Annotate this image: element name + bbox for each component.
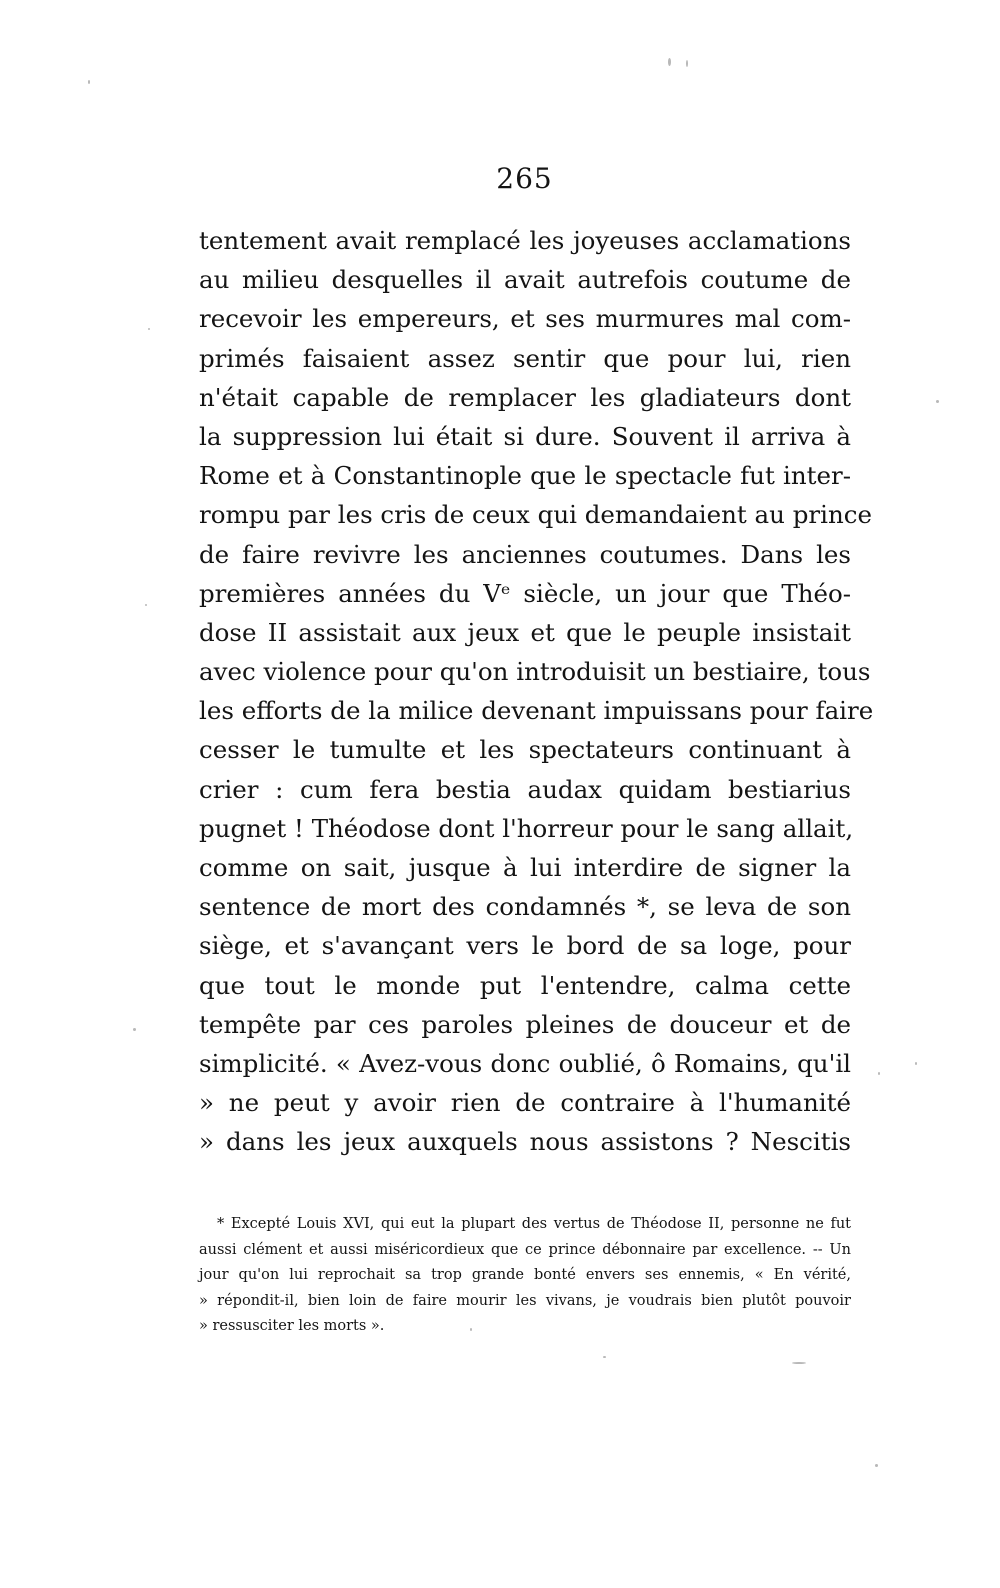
body-line: » ne peut y avoir rien de contraire à l'humanité: [199, 1088, 851, 1118]
body-line: au milieu desquelles il avait autrefois coutume de: [199, 265, 851, 295]
scan-speck: [936, 400, 939, 403]
body-line: la suppression lui était si dure. Souvent il arriva à: [199, 421, 851, 451]
body-line: sentence de mort des condamnés *, se leva de son: [199, 892, 851, 922]
body-line: avec violence pour qu'on introduisit un bestiaire, tous: [199, 657, 871, 687]
scan-speck: [470, 1328, 472, 1331]
scan-speck: [668, 58, 671, 66]
body-line: crier : cum fera bestia audax quidam bestiarius: [199, 774, 851, 804]
footnote: [199, 1212, 851, 1340]
scan-speck: [792, 1362, 806, 1364]
page-number: 265: [496, 162, 553, 195]
scan-speck: [878, 1072, 880, 1075]
body-line: Rome et à Constantinople que le spectacle fut inter-: [199, 461, 851, 491]
body-line: » dans les jeux auxquels nous assistons ? Nescitis: [199, 1127, 851, 1157]
body-line: dose II assistait aux jeux et que le peuple insistait: [199, 617, 851, 647]
footnote-line: jour qu'on lui reprochait sa trop grande bonté envers ses ennemis, « En vérité,: [199, 1267, 851, 1283]
body-line: tempête par ces paroles pleines de douceur et de: [199, 1009, 851, 1039]
body-line: recevoir les empereurs, et ses murmures mal com-: [199, 304, 851, 334]
body-line: n'était capable de remplacer les gladiateurs dont: [199, 382, 851, 412]
body-line: pugnet ! Théodose dont l'horreur pour le sang allait,: [199, 813, 854, 843]
scan-speck: [603, 1356, 606, 1358]
body-line: comme on sait, jusque à lui interdire de signer la: [199, 853, 851, 882]
body-text: [199, 221, 874, 1162]
scan-speck: [686, 60, 688, 67]
scan-speck: [88, 80, 90, 84]
footnote-line: » répondit-il, bien loin de faire mourir les vivans, je voudrais bien plutôt pouvoir: [199, 1292, 851, 1309]
scan-speck: [875, 1464, 878, 1467]
body-line: primés faisaient assez sentir que pour lui, rien: [199, 343, 851, 373]
body-line: tentement avait remplacé les joyeuses acclamations: [199, 226, 851, 255]
footnote-line: * Excepté Louis XVI, qui eut la plupart des vertus de Théodose II, personne ne fut: [217, 1216, 851, 1232]
footnote-line: aussi clément et aussi miséricordieux que ce prince débonnaire par excellence. -- Un: [199, 1241, 851, 1258]
body-line: de faire revivre les anciennes coutumes. Dans les: [199, 539, 851, 569]
scan-speck: [915, 1062, 917, 1065]
body-line: siège, et s'avançant vers le bord de sa loge, pour: [199, 931, 851, 961]
footnote-line: » ressusciter les morts ».: [199, 1318, 385, 1334]
body-line: que tout le monde put l'entendre, calma cette: [199, 970, 851, 1000]
body-line: les efforts de la milice devenant impuissans pour faire: [199, 696, 874, 726]
body-line: rompu par les cris de ceux qui demandaient au prince: [199, 500, 872, 530]
scan-speck: [148, 328, 150, 330]
scan-speck: [145, 604, 147, 606]
scan-speck: [133, 1028, 136, 1031]
body-line: simplicité. « Avez-vous donc oublié, ô Romains, qu'il: [199, 1048, 851, 1078]
body-line: premières années du Vᵉ siècle, un jour que Théo-: [199, 578, 851, 608]
body-line: cesser le tumulte et les spectateurs continuant à: [199, 735, 851, 765]
